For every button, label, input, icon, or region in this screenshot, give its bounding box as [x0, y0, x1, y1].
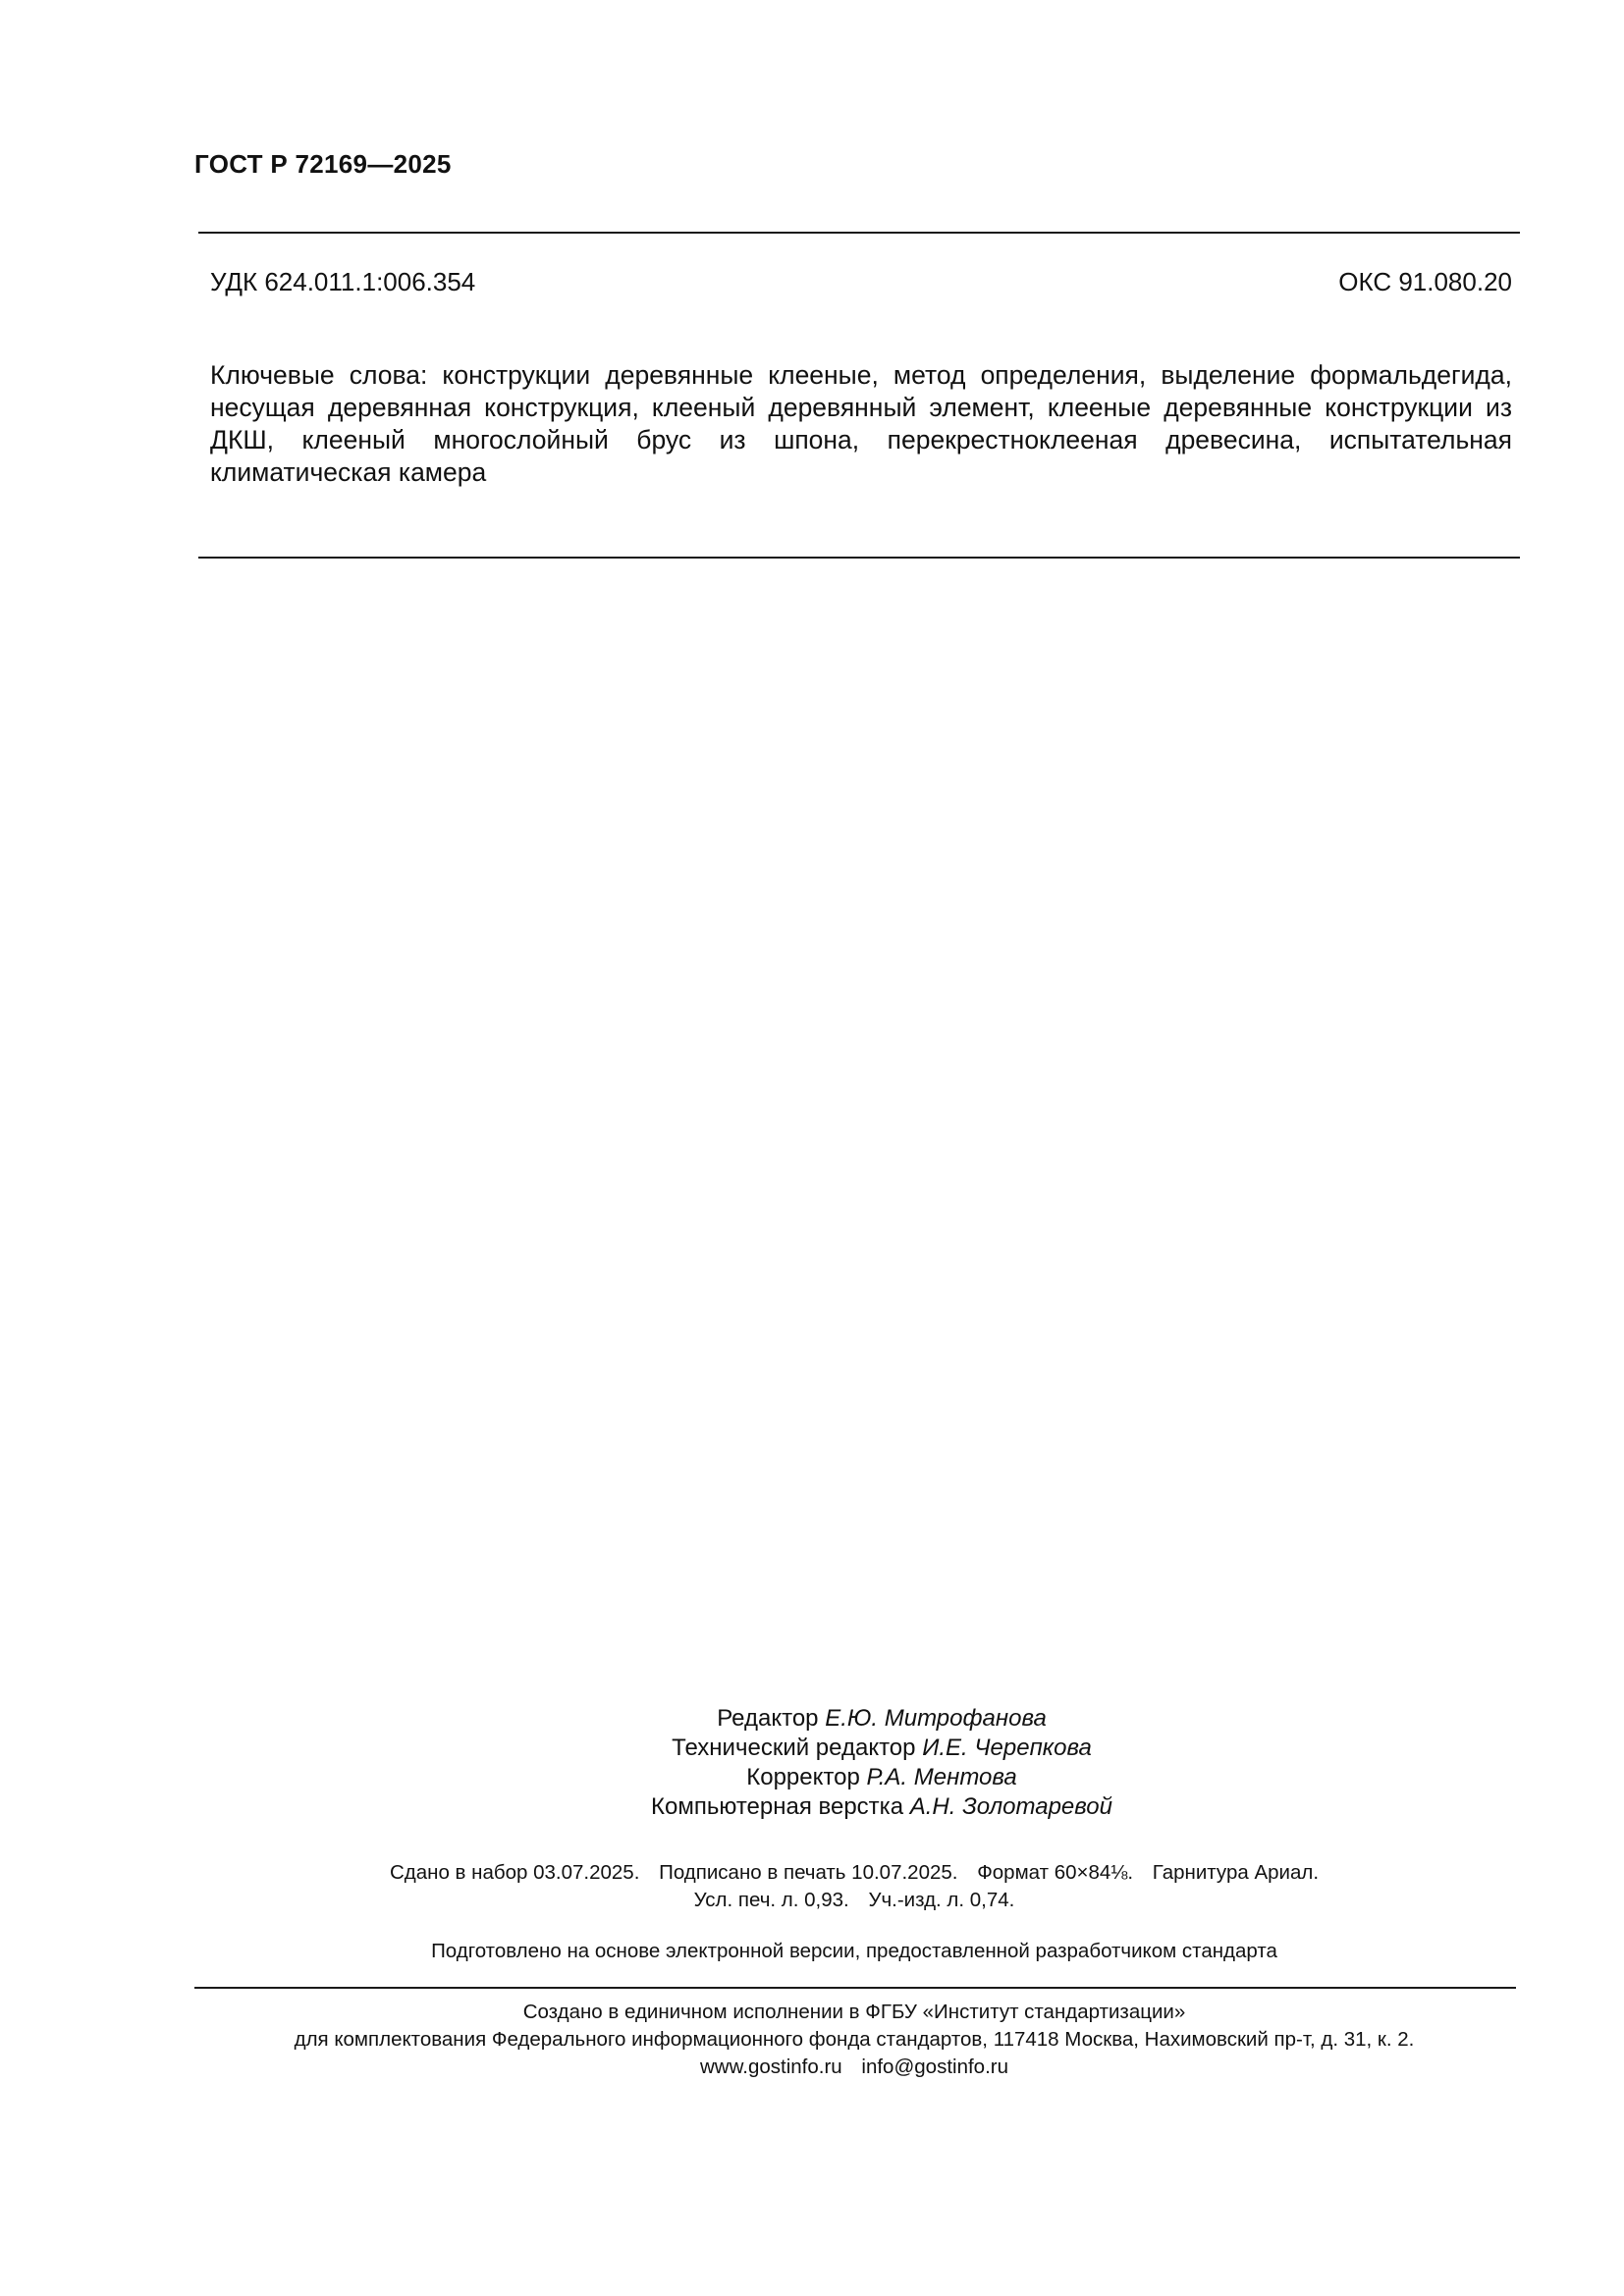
prepared-note: [0, 1938, 1624, 1965]
credit-layout: [0, 1792, 1624, 1822]
udk-code: УДК 624.011.1:006.354: [210, 267, 476, 296]
footer-block: [0, 1999, 1624, 2081]
keywords-bottom-divider: [198, 557, 1520, 559]
keywords-paragraph: Ключевые слова: конструкции деревянные клееные, метод определения, выделение формальдегида, несущая деревянная конструкция, клееный деревянный элемент, клееные деревянные конструкции из ДКШ, клееный многослойный брус из шпона, перекрестноклееная древесина, испытательная климатическая камера: [210, 360, 1512, 487]
credit-role: Компьютерная верстка: [651, 1793, 904, 1820]
footer-line-2: для комплектования Федерального информационного фонда стандартов, 117418 Москва, Нахимовский пр-т, д. 31, к. 2.: [294, 2028, 1415, 2051]
credit-role: Редактор: [717, 1705, 819, 1732]
publication-line-1: [0, 1859, 1624, 1887]
credit-name: А.Н. Золотаревой: [909, 1793, 1112, 1820]
credit-technical-editor: [0, 1734, 1624, 1763]
footer-contacts: [84, 2054, 1624, 2081]
credit-name: Р.А. Ментова: [866, 1764, 1017, 1790]
email-link[interactable]: info@gostinfo.ru: [861, 2056, 1008, 2078]
print-sheets: Усл. печ. л. 0,93.: [693, 1889, 849, 1911]
footer-line-1: Создано в единичном исполнении в ФГБУ «Институт стандартизации»: [522, 2001, 1186, 2023]
submitted-date: Сдано в набор 03.07.2025.: [389, 1861, 640, 1884]
credit-name: И.Е. Черепкова: [922, 1735, 1092, 1761]
credit-role: Корректор: [746, 1764, 860, 1790]
document-code: ГОСТ Р 72169—2025: [194, 149, 452, 179]
typeface: Гарнитура Ариал.: [1152, 1861, 1320, 1884]
publication-info: [0, 1859, 1624, 1914]
paper-format: Формат 60×84⅛.: [977, 1861, 1134, 1884]
credit-proofreader: [0, 1763, 1624, 1792]
credit-role: Технический редактор: [672, 1735, 916, 1761]
top-divider: [198, 232, 1520, 234]
website-link[interactable]: www.gostinfo.ru: [700, 2056, 842, 2078]
publication-line-2: [0, 1887, 1624, 1914]
publisher-sheets: Уч.-изд. л. 0,74.: [868, 1889, 1015, 1911]
prepared-note-text: Подготовлено на основе электронной версии, предоставленной разработчиком стандарта: [431, 1940, 1277, 1962]
credit-editor: [0, 1704, 1624, 1734]
footer-divider: [194, 1987, 1516, 1989]
signed-date: Подписано в печать 10.07.2025.: [659, 1861, 958, 1884]
credits-block: [0, 1704, 1624, 1822]
oks-code: ОКС 91.080.20: [1338, 267, 1512, 296]
credit-name: Е.Ю. Митрофанова: [825, 1705, 1047, 1732]
